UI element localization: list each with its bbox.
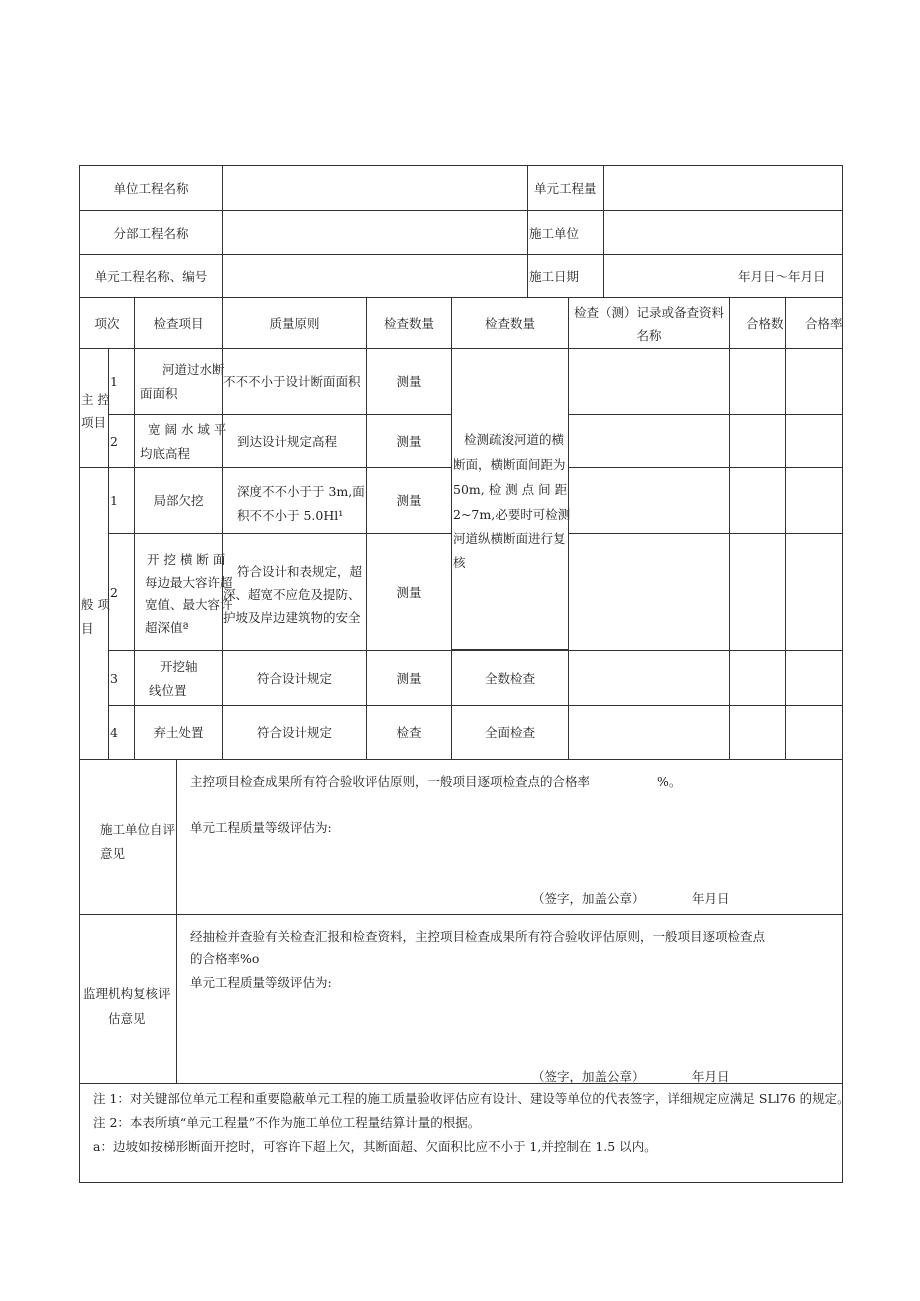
merged-count-line5: 河道纵横断面进行复 xyxy=(453,531,566,546)
row-1-no: 1 xyxy=(110,374,118,389)
row-4-record[interactable] xyxy=(568,533,730,651)
construction-date-label: 施工日期 xyxy=(529,269,580,284)
row-1-standard-cell xyxy=(222,348,367,415)
supervision-label-line2: 估意见 xyxy=(108,1011,146,1026)
row-4-item-line4: 超深值ª xyxy=(145,620,189,635)
row-2-item-line2: 均底高程 xyxy=(140,446,191,461)
row-1-record[interactable] xyxy=(568,348,730,415)
row-4-item-cell xyxy=(134,533,233,651)
row-6-count: 全面检查 xyxy=(484,725,535,740)
row-2-method: 测量 xyxy=(396,434,422,449)
row-3-qualified-rate[interactable] xyxy=(785,467,843,534)
row-4-item-line1: 开 挖 横 断 面 xyxy=(147,552,226,567)
row-2-method-cell xyxy=(366,414,452,468)
unit-project-name-label: 单位工程名称 xyxy=(113,181,189,196)
row-6-item: 弃土处置 xyxy=(153,725,204,740)
col-inspection-qty-2-cell xyxy=(451,297,569,349)
row-5-standard: 符合设计规定 xyxy=(256,671,332,686)
supervision-line2: 的合格率%o xyxy=(190,951,260,966)
supervision-date: 年月日 xyxy=(692,1069,730,1084)
col-inspection-qty-2: 检查数量 xyxy=(484,316,535,331)
col-record-name-line1: 检查（测）记录或备查资料 xyxy=(573,305,724,320)
row-4-standard-line2: 深、超宽不应危及提防、 xyxy=(223,587,361,602)
supervision-sign: （签字，加盖公章） xyxy=(532,1069,645,1084)
supervision-line3: 单元工程质量等级评估为: xyxy=(190,975,332,990)
group-main-control xyxy=(79,348,109,468)
row-6-standard: 符合设计规定 xyxy=(256,725,332,740)
row-1-qualified-rate[interactable] xyxy=(785,348,843,415)
row-6-no: 4 xyxy=(110,725,118,740)
row-1-no-cell xyxy=(108,348,135,415)
row-2-qualified-rate[interactable] xyxy=(785,414,843,468)
merged-count-line2: 断面，横断面间距为 xyxy=(453,457,566,472)
col-quality-standard-cell xyxy=(222,297,367,349)
row-4-method: 测量 xyxy=(396,585,422,600)
row-5-record[interactable] xyxy=(568,650,730,706)
self-eval-date: 年月日 xyxy=(692,891,730,906)
row-2-qualified-count[interactable] xyxy=(729,414,786,468)
unit-project-name-value[interactable] xyxy=(222,165,528,211)
row-5-method-cell xyxy=(366,650,452,706)
row-2-standard-cell xyxy=(222,414,367,468)
row-4-method-cell xyxy=(366,533,452,651)
row-4-no: 2 xyxy=(110,585,118,600)
row-6-method-cell xyxy=(366,705,452,760)
row-6-item-cell xyxy=(134,705,223,760)
col-qualified-rate-cell xyxy=(785,297,843,349)
merged-count-line3: 50m, 检 测 点 间 距 xyxy=(453,482,568,497)
self-eval-percent: %。 xyxy=(657,774,682,789)
supervision-label-line1: 监理机构复核评 xyxy=(83,986,171,1001)
row-3-record[interactable] xyxy=(568,467,730,534)
col-inspection-item: 检查项目 xyxy=(153,316,204,331)
merged-inspection-count-cell xyxy=(451,348,569,650)
row-5-qualified-rate[interactable] xyxy=(785,650,843,706)
self-eval-content[interactable] xyxy=(176,759,843,915)
row-1-standard: 不不不小于设计断面面积 xyxy=(223,374,361,389)
row-5-method: 测量 xyxy=(396,671,422,686)
row-3-qualified-count[interactable] xyxy=(729,467,786,534)
row-4-standard-line3: 护坡及岸边建筑物的安全 xyxy=(223,610,361,625)
row-1-method: 测量 xyxy=(396,374,422,389)
notes-section xyxy=(79,1083,850,1183)
merged-count-line4: 2~7m,必要时可检测 xyxy=(453,507,571,522)
self-eval-label-line1: 施工单位自评 xyxy=(100,822,176,837)
row-6-qualified-rate[interactable] xyxy=(785,705,843,760)
row-3-method: 测量 xyxy=(396,493,422,508)
supervision-line1: 经抽检并查验有关检查汇报和检查资料，主控项目检查成果所有符合验收评估原则，一般项目逐项检查点 xyxy=(190,929,766,944)
construction-unit-label-cell xyxy=(527,210,604,255)
col-qualified-rate: 合格率 xyxy=(805,316,843,331)
row-5-count-cell xyxy=(451,650,569,706)
row-6-qualified-count[interactable] xyxy=(729,705,786,760)
division-project-name-value[interactable] xyxy=(222,210,528,255)
self-eval-label-cell xyxy=(79,759,177,915)
row-4-standard-line1: 符合设计和表规定，超 xyxy=(237,564,363,579)
element-quantity-label-cell xyxy=(527,165,604,211)
self-eval-line1: 主控项目检查成果所有符合验收评估原则，一般项目逐项检查点的合格率 xyxy=(190,774,591,789)
group-main-line1: 主 控 xyxy=(81,392,110,407)
row-4-qualified-rate[interactable] xyxy=(785,533,843,651)
row-6-record[interactable] xyxy=(568,705,730,760)
row-3-item-cell xyxy=(134,467,223,534)
group-general xyxy=(79,467,109,760)
col-inspection-item-cell xyxy=(134,297,223,349)
row-5-no-cell xyxy=(108,650,135,706)
row-5-standard-cell xyxy=(222,650,367,706)
row-3-no-cell xyxy=(108,467,135,534)
row-4-item-line3: 宽值、最大容许 xyxy=(145,597,233,612)
row-2-no: 2 xyxy=(110,434,118,449)
element-name-number-label: 单元工程名称、编号 xyxy=(94,269,208,284)
row-4-no-cell xyxy=(108,533,135,651)
row-3-item: 局部欠挖 xyxy=(153,493,204,508)
row-2-item-line1: 宽 阔 水 域 平 xyxy=(148,422,227,437)
row-6-standard-cell xyxy=(222,705,367,760)
row-5-count: 全数检查 xyxy=(484,671,535,686)
col-quality-standard: 质量原则 xyxy=(269,316,320,331)
row-5-no: 3 xyxy=(110,671,118,686)
element-name-number-value[interactable] xyxy=(222,254,528,298)
group-main-line2: 项目 xyxy=(81,415,107,430)
row-4-qualified-count[interactable] xyxy=(729,533,786,651)
row-3-standard-line2: 积不不小于 5.0Hl¹ xyxy=(237,508,344,523)
col-inspection-qty-1-cell xyxy=(366,297,452,349)
col-qualified-count-cell xyxy=(729,297,786,349)
col-inspection-qty-1: 检查数量 xyxy=(383,316,434,331)
row-5-item-line1: 开挖轴 xyxy=(160,659,198,674)
col-item-no: 项次 xyxy=(94,316,120,331)
note-a: a：边坡如按梯形断面开挖时，可容许下超上欠，其断面超、欠面积比应不小于 1,并控制在 1.5 以内。 xyxy=(93,1139,657,1154)
row-5-qualified-count[interactable] xyxy=(729,650,786,706)
construction-date-cell[interactable] xyxy=(603,254,843,298)
note-2: 注 2：本表所填“单元工程量”不作为施工单位工程量结算计量的根据。 xyxy=(93,1115,481,1130)
row-1-item-line1: 河道过水断 xyxy=(162,362,225,377)
row-2-item-cell xyxy=(134,414,227,468)
row-1-item-line2: 面面积 xyxy=(140,386,178,401)
row-3-standard-line1: 深度不不小于于 3m,面 xyxy=(237,484,365,499)
col-record-name-line2: 名称 xyxy=(636,328,662,343)
row-2-record[interactable] xyxy=(568,414,730,468)
division-project-name-label: 分部工程名称 xyxy=(113,226,189,241)
row-1-item-cell xyxy=(134,348,223,415)
supervision-label-cell xyxy=(79,914,177,1084)
unit-project-name-label-cell xyxy=(79,165,223,211)
merged-count-line1: 检测疏浚河道的横 xyxy=(464,432,565,447)
row-3-no: 1 xyxy=(110,493,118,508)
col-item-no-cell xyxy=(79,297,135,349)
element-quantity-label: 单元工程量 xyxy=(534,181,597,196)
row-6-count-cell xyxy=(451,705,569,760)
col-qualified-count: 合格数 xyxy=(746,316,784,331)
merged-count-line6: 核 xyxy=(453,555,466,570)
element-name-number-label-cell xyxy=(79,254,223,298)
row-3-standard-cell xyxy=(222,467,367,534)
element-quantity-value[interactable] xyxy=(603,165,843,211)
col-record-name-cell xyxy=(568,297,730,349)
row-5-item-cell xyxy=(134,650,223,706)
construction-unit-value[interactable] xyxy=(603,210,843,255)
row-1-method-cell xyxy=(366,348,452,415)
division-project-name-label-cell xyxy=(79,210,223,255)
row-1-qualified-count[interactable] xyxy=(729,348,786,415)
self-eval-sign: （签字，加盖公章） xyxy=(532,891,645,906)
row-3-method-cell xyxy=(366,467,452,534)
row-4-item-line2: 每边最大容许超 xyxy=(145,575,233,590)
supervision-content[interactable] xyxy=(176,914,843,1084)
construction-unit-label: 施工单位 xyxy=(529,226,580,241)
row-2-no-cell xyxy=(108,414,135,468)
construction-date-label-cell xyxy=(527,254,604,298)
group-general-line1: 般 项 xyxy=(81,597,110,612)
group-general-line2: 目 xyxy=(81,621,94,636)
note-1: 注 1：对关键部位单元工程和重要隐蔽单元工程的施工质量验收评估应有设计、建设等单位的代表签字，详细规定应满足 SLl76 的规定。 xyxy=(93,1091,850,1106)
row-5-item-line2: 线位置 xyxy=(149,683,187,698)
row-2-standard: 到达设计规定高程 xyxy=(237,434,338,449)
self-eval-label-line2: 意见 xyxy=(100,846,126,861)
construction-date-value: 年月日～年月日 xyxy=(738,269,826,284)
self-eval-line2: 单元工程质量等级评估为: xyxy=(190,820,332,835)
row-4-standard-cell xyxy=(222,533,367,651)
row-6-no-cell xyxy=(108,705,135,760)
row-6-method: 检查 xyxy=(396,725,422,740)
